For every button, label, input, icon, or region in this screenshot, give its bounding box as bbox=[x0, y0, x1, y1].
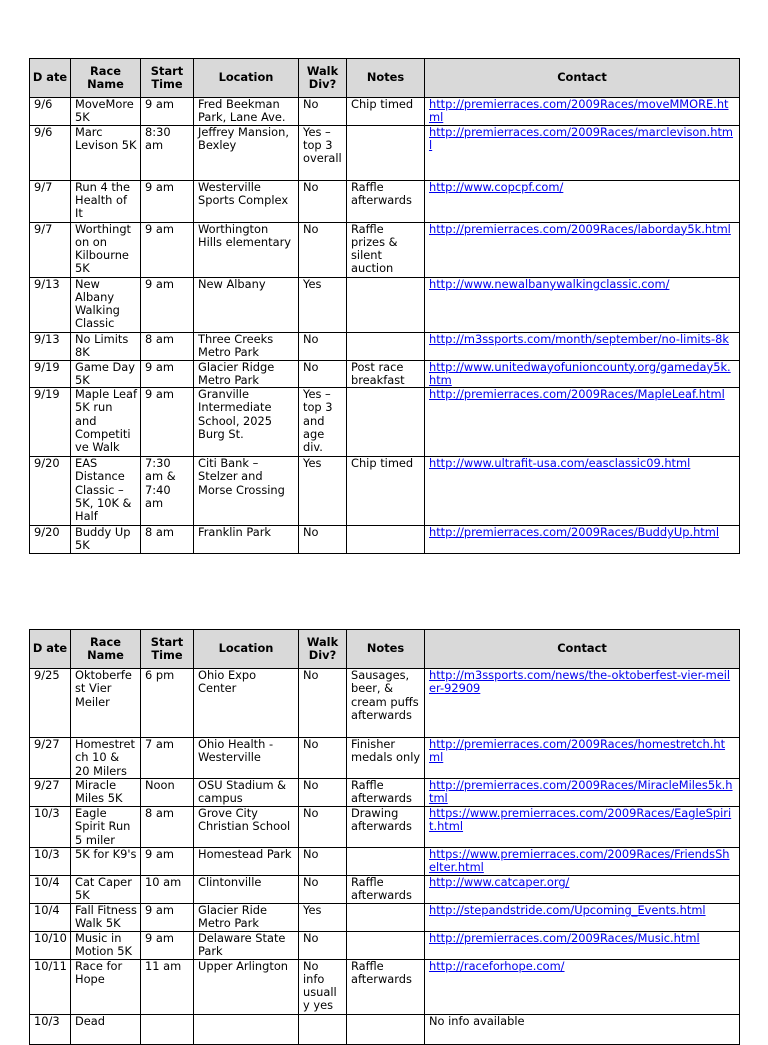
date-cell: 10/3 bbox=[30, 807, 71, 848]
start-time-cell: 9 am bbox=[141, 904, 194, 932]
walk-div-cell: No bbox=[299, 779, 347, 807]
header-notes: Notes bbox=[347, 630, 425, 669]
notes-cell: Chip timed bbox=[347, 98, 425, 126]
table-body bbox=[30, 98, 740, 554]
start-time-cell: 9 am bbox=[141, 848, 194, 876]
contact-cell bbox=[425, 222, 740, 277]
contact-link[interactable]: http://raceforhope.com/ bbox=[429, 958, 565, 973]
contact-link[interactable]: http://www.catcaper.org/ bbox=[429, 875, 570, 889]
notes-cell: Raffle prizes & silent auction bbox=[347, 222, 425, 277]
race-name-cell: Dead bbox=[71, 1014, 141, 1044]
contact-cell bbox=[425, 738, 740, 779]
table-row bbox=[30, 959, 740, 1014]
race-name-cell: Miracle Miles 5K bbox=[71, 779, 141, 807]
notes-cell bbox=[347, 332, 425, 360]
notes-cell: Sausages, beer, & cream puffs afterwards bbox=[347, 669, 425, 738]
contact-cell bbox=[425, 959, 740, 1014]
table-body bbox=[30, 669, 740, 1045]
location-cell: Upper Arlington bbox=[194, 959, 299, 1014]
header-contact: Contact bbox=[425, 630, 740, 669]
date-cell: 10/4 bbox=[30, 904, 71, 932]
start-time-cell: 9 am bbox=[141, 98, 194, 126]
location-cell: Glacier Ride Metro Park bbox=[194, 904, 299, 932]
start-time-cell: 8 am bbox=[141, 526, 194, 554]
race-name-cell: Fall Fitness Walk 5K bbox=[71, 904, 141, 932]
notes-cell: Raffle afterwards bbox=[347, 180, 425, 222]
notes-cell bbox=[347, 388, 425, 457]
table-row bbox=[30, 277, 740, 332]
walk-div-cell: Yes – top 3 and age div. bbox=[299, 388, 347, 457]
date-cell: 9/6 bbox=[30, 98, 71, 126]
notes-cell: Finisher medals only bbox=[347, 738, 425, 779]
start-time-cell: 9 am bbox=[141, 388, 194, 457]
date-cell: 9/25 bbox=[30, 669, 71, 738]
date-cell: 10/3 bbox=[30, 1014, 71, 1044]
walk-div-cell: No info usually yes bbox=[299, 959, 347, 1014]
walk-div-cell bbox=[299, 1014, 347, 1044]
table-row bbox=[30, 669, 740, 738]
race-name-cell: Run 4 the Health of It bbox=[71, 180, 141, 222]
contact-link[interactable]: https://www.premierraces.com/2009Races/FriendsShelter.html bbox=[429, 847, 730, 875]
location-cell: Franklin Park bbox=[194, 526, 299, 554]
contact-link[interactable]: http://premierraces.com/2009Races/BuddyUp.html bbox=[429, 525, 720, 540]
race-table-2 bbox=[29, 629, 740, 1045]
contact-link[interactable]: http://www.ultrafit-usa.com/easclassic09.html bbox=[429, 456, 691, 471]
table-row bbox=[30, 807, 740, 848]
notes-cell bbox=[347, 931, 425, 959]
contact-link[interactable]: http://www.unitedwayofunioncounty.org/gameday5k.htm bbox=[429, 359, 731, 387]
date-cell: 9/7 bbox=[30, 222, 71, 277]
walk-div-cell: No bbox=[299, 848, 347, 876]
date-cell: 9/13 bbox=[30, 277, 71, 332]
contact-link[interactable]: http://premierraces.com/2009Races/homestretch.html bbox=[429, 737, 726, 765]
header-start-time: Start Time bbox=[141, 59, 194, 98]
date-cell: 9/6 bbox=[30, 125, 71, 180]
notes-cell bbox=[347, 125, 425, 180]
contact-cell bbox=[425, 931, 740, 959]
location-cell: Ohio Expo Center bbox=[194, 669, 299, 738]
table-row bbox=[30, 98, 740, 126]
notes-cell: Raffle afterwards bbox=[347, 779, 425, 807]
location-cell: Worthington Hills elementary bbox=[194, 222, 299, 277]
walk-div-cell: No bbox=[299, 876, 347, 904]
location-cell: OSU Stadium & campus bbox=[194, 779, 299, 807]
race-name-cell: Marc Levison 5K bbox=[71, 125, 141, 180]
contact-cell bbox=[425, 669, 740, 738]
table-header-row bbox=[30, 59, 740, 98]
contact-link[interactable]: http://premierraces.com/2009Races/Music.html bbox=[429, 930, 700, 945]
contact-cell bbox=[425, 180, 740, 222]
table-row bbox=[30, 222, 740, 277]
race-name-cell: Homestretch 10 & 20 Milers bbox=[71, 738, 141, 779]
date-cell: 10/10 bbox=[30, 931, 71, 959]
location-cell: Ohio Health - Westerville bbox=[194, 738, 299, 779]
table-row bbox=[30, 848, 740, 876]
start-time-cell: Noon bbox=[141, 779, 194, 807]
table-row bbox=[30, 738, 740, 779]
race-name-cell: Music in Motion 5K bbox=[71, 931, 141, 959]
race-table-1 bbox=[29, 58, 740, 554]
table-row bbox=[30, 904, 740, 932]
start-time-cell: 8 am bbox=[141, 332, 194, 360]
header-start-time: Start Time bbox=[141, 630, 194, 669]
walk-div-cell: Yes – top 3 overall bbox=[299, 125, 347, 180]
walk-div-cell: Yes bbox=[299, 457, 347, 526]
location-cell: Grove City Christian School bbox=[194, 807, 299, 848]
race-name-cell: No Limits 8K bbox=[71, 332, 141, 360]
header-walk-div: Walk Div? bbox=[299, 630, 347, 669]
start-time-cell: 9 am bbox=[141, 360, 194, 388]
date-cell: 9/20 bbox=[30, 457, 71, 526]
contact-cell bbox=[425, 98, 740, 126]
contact-link[interactable]: https://www.premierraces.com/2009Races/EagleSpirit.html bbox=[429, 806, 732, 834]
start-time-cell: 9 am bbox=[141, 277, 194, 332]
start-time-cell: 8:30 am bbox=[141, 125, 194, 180]
table-row bbox=[30, 779, 740, 807]
race-name-cell: MoveMore 5K bbox=[71, 98, 141, 126]
contact-link[interactable]: http://m3ssports.com/news/the-oktoberfest-vier-meiler-92909 bbox=[429, 668, 731, 696]
table-header-row bbox=[30, 630, 740, 669]
location-cell: Homestead Park bbox=[194, 848, 299, 876]
contact-cell bbox=[425, 457, 740, 526]
location-cell: Fred Beekman Park, Lane Ave. bbox=[194, 98, 299, 126]
table-row bbox=[30, 1014, 740, 1044]
location-cell: Citi Bank – Stelzer and Morse Crossing bbox=[194, 457, 299, 526]
race-name-cell: Worthington on Kilbourne 5K bbox=[71, 222, 141, 277]
notes-cell: Drawing afterwards bbox=[347, 807, 425, 848]
location-cell: Jeffrey Mansion, Bexley bbox=[194, 125, 299, 180]
start-time-cell: 9 am bbox=[141, 222, 194, 277]
contact-cell bbox=[425, 388, 740, 457]
start-time-cell bbox=[141, 1014, 194, 1044]
notes-cell: Chip timed bbox=[347, 457, 425, 526]
contact-link[interactable]: http://www.copcpf.com/ bbox=[429, 179, 564, 194]
header-contact: Contact bbox=[425, 59, 740, 98]
date-cell: 9/19 bbox=[30, 388, 71, 457]
walk-div-cell: No bbox=[299, 222, 347, 277]
contact-link[interactable]: http://premierraces.com/2009Races/laborday5k.html bbox=[429, 221, 731, 236]
contact-cell bbox=[425, 904, 740, 932]
contact-link[interactable]: http://premierraces.com/2009Races/MiracleMiles5k.html bbox=[429, 778, 733, 806]
walk-div-cell: No bbox=[299, 526, 347, 554]
table-row bbox=[30, 876, 740, 904]
race-name-cell: Buddy Up 5K bbox=[71, 526, 141, 554]
table-row bbox=[30, 526, 740, 554]
notes-cell: Post race breakfast bbox=[347, 360, 425, 388]
location-cell: Three Creeks Metro Park bbox=[194, 332, 299, 360]
date-cell: 9/27 bbox=[30, 779, 71, 807]
date-cell: 9/27 bbox=[30, 738, 71, 779]
location-cell: Clintonville bbox=[194, 876, 299, 904]
notes-cell bbox=[347, 1014, 425, 1044]
contact-cell bbox=[425, 360, 740, 388]
header-location: Location bbox=[194, 630, 299, 669]
contact-text: No info available bbox=[429, 1013, 525, 1028]
walk-div-cell: No bbox=[299, 360, 347, 388]
table-row bbox=[30, 360, 740, 388]
walk-div-cell: No bbox=[299, 738, 347, 779]
contact-link[interactable]: http://stepandstride.com/Upcoming_Events.html bbox=[429, 903, 706, 917]
contact-cell bbox=[425, 779, 740, 807]
walk-div-cell: No bbox=[299, 807, 347, 848]
race-name-cell: Cat Caper 5K bbox=[71, 876, 141, 904]
start-time-cell: 11 am bbox=[141, 959, 194, 1014]
date-cell: 10/4 bbox=[30, 876, 71, 904]
race-name-cell: Race for Hope bbox=[71, 959, 141, 1014]
location-cell: Westerville Sports Complex bbox=[194, 180, 299, 222]
header-race-name: Race Name bbox=[71, 630, 141, 669]
contact-cell bbox=[425, 526, 740, 554]
date-cell: 9/19 bbox=[30, 360, 71, 388]
race-name-cell: Game Day 5K bbox=[71, 360, 141, 388]
location-cell bbox=[194, 1014, 299, 1044]
header-date: D ate bbox=[30, 630, 71, 669]
start-time-cell: 10 am bbox=[141, 876, 194, 904]
notes-cell: Raffle afterwards bbox=[347, 876, 425, 904]
start-time-cell: 8 am bbox=[141, 807, 194, 848]
date-cell: 9/7 bbox=[30, 180, 71, 222]
contact-cell bbox=[425, 332, 740, 360]
walk-div-cell: No bbox=[299, 931, 347, 959]
notes-cell bbox=[347, 277, 425, 332]
contact-cell bbox=[425, 1014, 740, 1044]
race-name-cell: New Albany Walking Classic bbox=[71, 277, 141, 332]
walk-div-cell: No bbox=[299, 98, 347, 126]
contact-link[interactable]: http://premierraces.com/2009Races/moveMMORE.html bbox=[429, 97, 729, 125]
table-row bbox=[30, 457, 740, 526]
table-row bbox=[30, 388, 740, 457]
walk-div-cell: Yes bbox=[299, 277, 347, 332]
start-time-cell: 9 am bbox=[141, 931, 194, 959]
date-cell: 10/3 bbox=[30, 848, 71, 876]
location-cell: Delaware State Park bbox=[194, 931, 299, 959]
contact-link[interactable]: http://premierraces.com/2009Races/marclevison.html bbox=[429, 124, 734, 152]
start-time-cell: 7:30 am & 7:40 am bbox=[141, 457, 194, 526]
date-cell: 9/13 bbox=[30, 332, 71, 360]
header-walk-div: Walk Div? bbox=[299, 59, 347, 98]
walk-div-cell: No bbox=[299, 332, 347, 360]
race-name-cell: Oktoberfest Vier Meiler bbox=[71, 669, 141, 738]
start-time-cell: 7 am bbox=[141, 738, 194, 779]
notes-cell bbox=[347, 848, 425, 876]
table-row bbox=[30, 125, 740, 180]
contact-link[interactable]: http://m3ssports.com/month/september/no-limits-8k bbox=[429, 331, 729, 346]
contact-cell bbox=[425, 876, 740, 904]
notes-cell bbox=[347, 526, 425, 554]
header-notes: Notes bbox=[347, 59, 425, 98]
header-location: Location bbox=[194, 59, 299, 98]
race-name-cell: Eagle Spirit Run 5 miler bbox=[71, 807, 141, 848]
start-time-cell: 6 pm bbox=[141, 669, 194, 738]
header-date: D ate bbox=[30, 59, 71, 98]
location-cell: Glacier Ridge Metro Park bbox=[194, 360, 299, 388]
walk-div-cell: Yes bbox=[299, 904, 347, 932]
contact-link[interactable]: http://www.newalbanywalkingclassic.com/ bbox=[429, 276, 670, 291]
table-row bbox=[30, 180, 740, 222]
start-time-cell: 9 am bbox=[141, 180, 194, 222]
header-race-name: Race Name bbox=[71, 59, 141, 98]
race-name-cell: EAS Distance Classic – 5K, 10K & Half bbox=[71, 457, 141, 526]
location-cell: Granville Intermediate School, 2025 Burg St. bbox=[194, 388, 299, 457]
date-cell: 9/20 bbox=[30, 526, 71, 554]
contact-link[interactable]: http://premierraces.com/2009Races/MapleLeaf.html bbox=[429, 387, 725, 402]
contact-cell bbox=[425, 807, 740, 848]
contact-cell bbox=[425, 848, 740, 876]
table-row bbox=[30, 931, 740, 959]
race-name-cell: Maple Leaf 5K run and Competitive Walk bbox=[71, 388, 141, 457]
notes-cell: Raffle afterwards bbox=[347, 959, 425, 1014]
walk-div-cell: No bbox=[299, 669, 347, 738]
walk-div-cell: No bbox=[299, 180, 347, 222]
contact-cell bbox=[425, 125, 740, 180]
contact-cell bbox=[425, 277, 740, 332]
race-name-cell: 5K for K9's bbox=[71, 848, 141, 876]
table-row bbox=[30, 332, 740, 360]
date-cell: 10/11 bbox=[30, 959, 71, 1014]
location-cell: New Albany bbox=[194, 277, 299, 332]
notes-cell bbox=[347, 904, 425, 932]
